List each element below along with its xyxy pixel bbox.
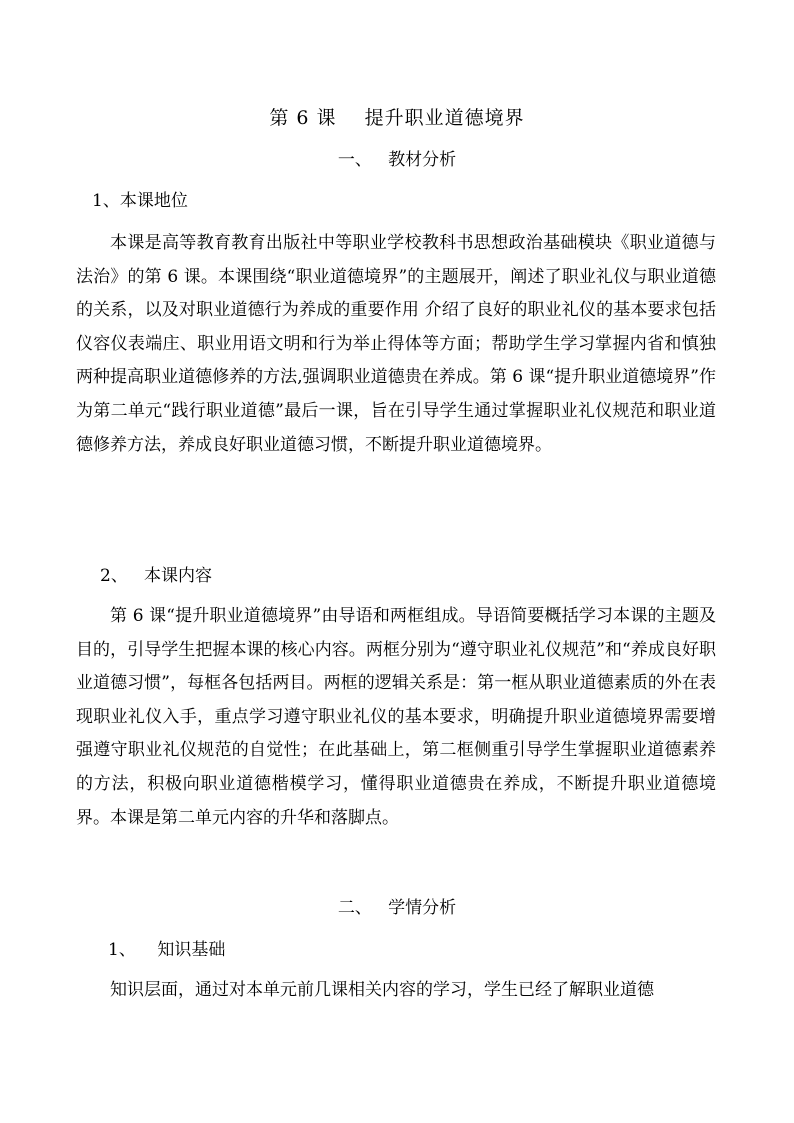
paragraph-lesson-content: 第 6 课“提升职业道德境界”由导语和两框组成。导语简要概括学习本课的主题及目的，引导学生把握本课的核心内容。两框分别为“遵守职业礼仪规范”和“养成良好职业道德习惯”，每框各包括两目。两框的逻辑关系是：第一框从职业道德素质的外在表现职业礼仪入手，重点学习遵守职业礼仪的基本要求，明确提升职业道德境界需要增强遵守职业礼仪规范的自觉性；在此基础上，第二框侧重引导学生掌握职业道德素养的方法，积极向职业道德楷模学习，懂得职业道德贵在养成，不断提升职业道德境界。本课是第二单元内容的升华和落脚点。 bbox=[76, 606, 716, 828]
subheading-knowledge-base: 1、 知识基础 bbox=[108, 940, 226, 960]
paragraph-lesson-position: 本课是高等教育教育出版社中等职业学校教科书思想政治基础模块《职业道德与法治》的第 6 课。本课围绕“职业道德境界”的主题展开，阐述了职业礼仪与职业道德的关系，以及对职业道德行为养成的重要作用 介绍了良好的职业礼仪的基本要求包括仪容仪表端庄、职业用语文明和行为举止得体等方面；帮助学生学习掌握内省和慎独两种提高职业道德修养的方法,强调职业道德贵在养成。第 6 课“提升职业道德境界”作为第二单元“践行职业道德”最后一课，旨在引导学生通过掌握职业礼仪规范和职业道德修养方法，养成良好职业道德习惯，不断提升职业道德境界。 bbox=[76, 233, 716, 455]
section-heading-textbook-analysis: 一、 教材分析 bbox=[337, 150, 457, 170]
subheading-lesson-content: 2、 本课内容 bbox=[100, 566, 213, 586]
subheading-lesson-position: 1、本课地位 bbox=[92, 191, 188, 211]
lesson-title: 第 6 课 提升职业道德境界 bbox=[269, 107, 525, 129]
section-heading-learner-analysis: 二、 学情分析 bbox=[337, 898, 457, 918]
paragraph-knowledge-base: 知识层面，通过对本单元前几课相关内容的学习，学生已经了解职业道德 bbox=[110, 980, 654, 1000]
